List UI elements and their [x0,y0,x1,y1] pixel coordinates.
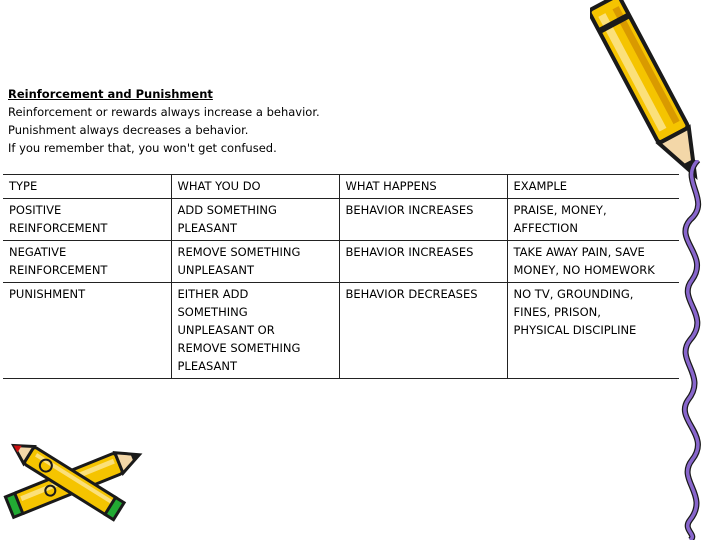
table-row [3,241,679,283]
cell-line: PUNISHMENT [9,287,86,301]
header-what-happens: WHAT HAPPENS [339,175,507,199]
table-cell [3,199,171,241]
cell-line: SOMETHING [177,305,248,319]
cell-line: PHYSICAL DISCIPLINE [513,323,637,337]
cell-line: PLEASANT [177,359,237,373]
intro-line-1: Reinforcement or rewards always increase a behavior. [8,105,320,119]
table-cell [339,283,507,379]
cell-line: ADD SOMETHING [177,203,277,217]
table-cell [507,283,679,379]
table-cell [3,241,171,283]
table-cell [171,241,339,283]
table-cell [3,283,171,379]
cell-line: AFFECTION [513,221,578,235]
section-heading: Reinforcement and Punishment [8,87,213,101]
cell-line: BEHAVIOR DECREASES [345,287,478,301]
cell-line: UNPLEASANT OR [177,323,275,337]
cell-line: EITHER ADD [177,287,249,301]
cell-line: POSITIVE [9,203,62,217]
cell-line: FINES, PRISON, [513,305,601,319]
table-cell [171,283,339,379]
table-cell [339,199,507,241]
intro-block [8,85,408,157]
cell-line: REINFORCEMENT [9,263,108,277]
table-cell [339,241,507,283]
cell-line: MONEY, NO HOMEWORK [513,263,655,277]
table-row [3,283,679,379]
cell-line: PRAISE, MONEY, [513,203,607,217]
cell-line: REMOVE SOMETHING [177,245,301,259]
header-example: EXAMPLE [507,175,679,199]
crossed-pencils-clipart-icon [0,430,150,540]
cell-line: PLEASANT [177,221,237,235]
table-cell [171,199,339,241]
header-type: TYPE [3,175,171,199]
cell-line: REINFORCEMENT [9,221,108,235]
cell-line: BEHAVIOR INCREASES [345,203,474,217]
cell-line: BEHAVIOR INCREASES [345,245,474,259]
cell-line: UNPLEASANT [177,263,255,277]
intro-line-2: Punishment always decreases a behavior. [8,123,249,137]
table-row [3,199,679,241]
table-header-row [3,175,679,199]
cell-line: NEGATIVE [9,245,67,259]
cell-line: TAKE AWAY PAIN, SAVE [513,245,645,259]
table-cell [507,199,679,241]
intro-line-3: If you remember that, you won't get confused. [8,141,277,155]
cell-line: NO TV, GROUNDING, [513,287,634,301]
table-cell [507,241,679,283]
header-what-you-do: WHAT YOU DO [171,175,339,199]
reinforcement-table [3,174,679,379]
cell-line: REMOVE SOMETHING [177,341,301,355]
